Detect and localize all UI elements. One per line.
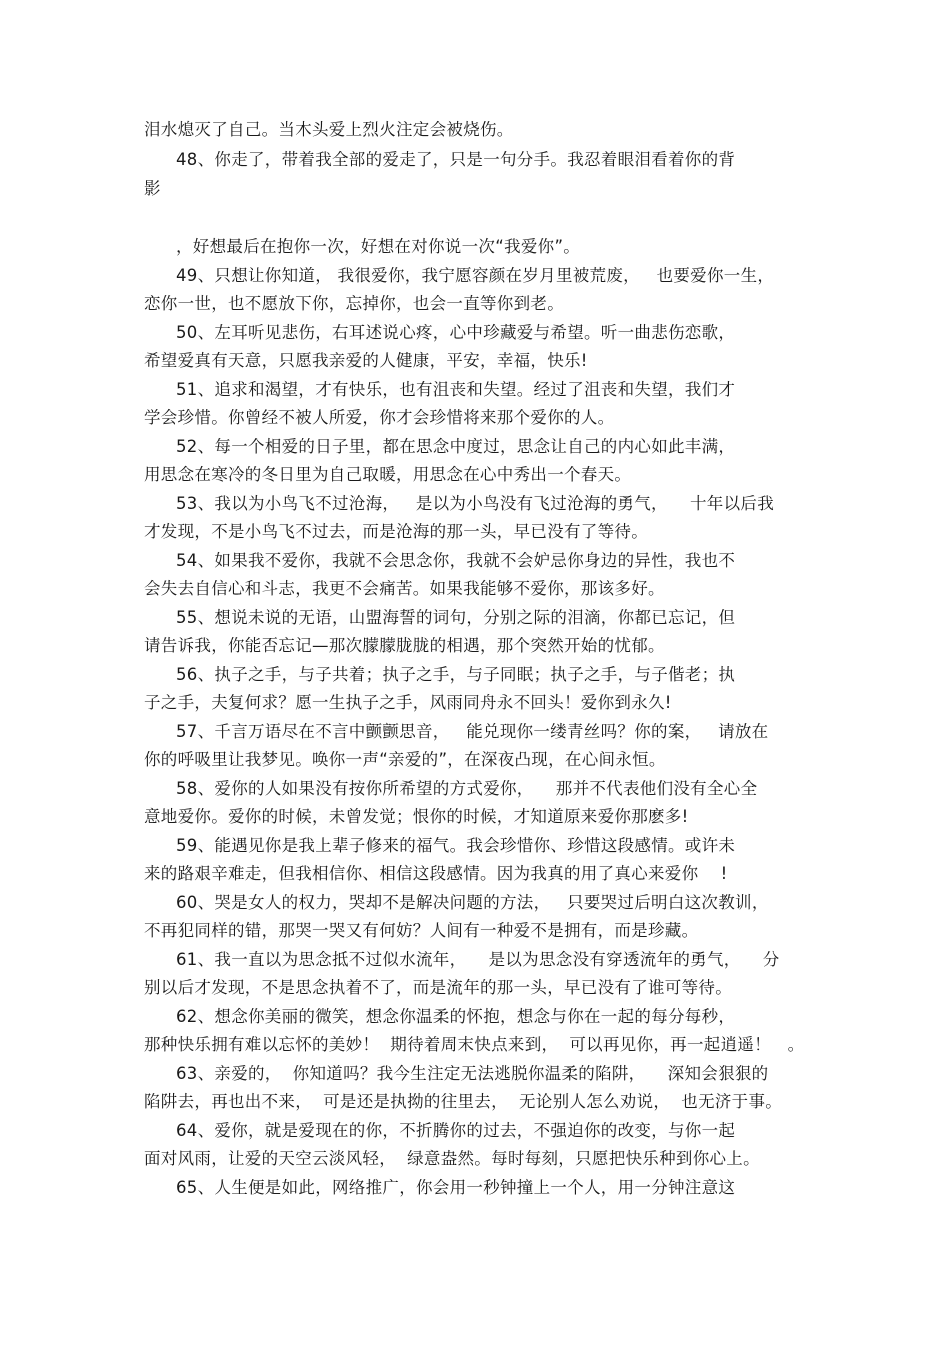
- text-line: 51、追求和渴望，才有快乐，也有沮丧和失望。经过了沮丧和失望，我们才: [176, 380, 736, 399]
- text-line: ，好想最后在抱你一次，好想在对你说一次“我爱你”。: [176, 237, 581, 256]
- text-line: 来的路艰辛难走，但我相信你、相信这段感情。因为我真的用了真心来爱你 !: [144, 864, 728, 883]
- text-line: 影: [144, 179, 161, 198]
- text-line: 60、哭是女人的权力，哭却不是解决问题的方法， 只要哭过后明白这次教训，: [176, 893, 769, 912]
- text-line: 泪水熄灭了自己。当木头爱上烈火注定会被烧伤。: [144, 120, 514, 139]
- text-line: 面对风雨，让爱的天空云淡风轻， 绿意盎然。每时每刻，只愿把快乐种到你心上。: [144, 1149, 760, 1168]
- text-line: 那种快乐拥有难以忘怀的美妙！ 期待着周末快点来到， 可以再见你，再一起逍遥！ 。: [144, 1035, 805, 1054]
- text-line: 你的呼吸里让我梦见。唤你一声“亲爱的”，在深夜凸现，在心间永恒。: [144, 750, 666, 769]
- text-line: 61、我一直以为思念抵不过似水流年， 是以为思念没有穿透流年的勇气， 分: [176, 950, 780, 969]
- text-line: 54、如果我不爱你，我就不会思念你，我就不会妒忌你身边的异性，我也不: [176, 551, 736, 570]
- text-line: 53、我以为小鸟飞不过沧海， 是以为小鸟没有飞过沧海的勇气， 十年以后我: [176, 494, 775, 513]
- text-line: 不再犯同样的错，那哭一哭又有何妨？人间有一种爱不是拥有，而是珍藏。: [144, 921, 699, 940]
- text-line: 64、爱你，就是爱现在的你，不折腾你的过去，不强迫你的改变，与你一起: [176, 1121, 736, 1140]
- text-line: 63、亲爱的， 你知道吗？我今生注定无法逃脱你温柔的陷阱， 深知会狠狠的: [176, 1064, 769, 1083]
- text-line: 请告诉我，你能否忘记—那次朦朦胧胧的相遇，那个突然开始的忧郁。: [144, 636, 665, 655]
- text-line: 65、人生便是如此，网络推广，你会用一秒钟撞上一个人，用一分钟注意这: [176, 1178, 736, 1197]
- text-line: 会失去自信心和斗志，我更不会痛苦。如果我能够不爱你，那该多好。: [144, 579, 665, 598]
- text-line: 希望爱真有天意，只愿我亲爱的人健康，平安，幸福，快乐!: [144, 351, 588, 370]
- text-line: 58、爱你的人如果没有按你所希望的方式爱你， 那并不代表他们没有全心全: [176, 779, 758, 798]
- text-line: 用思念在寒冷的冬日里为自己取暖，用思念在心中秀出一个春天。: [144, 465, 632, 484]
- text-line: 52、每一个相爱的日子里，都在思念中度过，思念让自己的内心如此丰满，: [176, 437, 736, 456]
- text-line: 49、只想让你知道， 我很爱你，我宁愿容颜在岁月里被荒废， 也要爱你一生，: [176, 266, 775, 285]
- text-line: 48、你走了，带着我全部的爱走了，只是一句分手。我忍着眼泪看着你的背: [176, 150, 736, 169]
- text-line: 56、执子之手，与子共着；执子之手，与子同眠；执子之手，与子偕老；执: [176, 665, 736, 684]
- text-line: 62、想念你美丽的微笑，想念你温柔的怀抱，想念与你在一起的每分每秒，: [176, 1007, 736, 1026]
- text-line: 55、想说未说的无语，山盟海誓的词句，分别之际的泪滴，你都已忘记，但: [176, 608, 736, 627]
- text-line: 意地爱你。爱你的时候，未曾发觉；恨你的时候，才知道原来爱你那麽多!: [144, 807, 689, 826]
- text-line: 恋你一世，也不愿放下你，忘掉你，也会一直等你到老。: [144, 294, 564, 313]
- text-line: 50、左耳听见悲伤，右耳述说心疼，心中珍藏爱与希望。听一曲悲伤恋歌，: [176, 323, 736, 342]
- text-line: 59、能遇见你是我上辈子修来的福气。我会珍惜你、珍惜这段感情。或许未: [176, 836, 736, 855]
- text-line: 学会珍惜。你曾经不被人所爱，你才会珍惜将来那个爱你的人。: [144, 408, 615, 427]
- text-line: 才发现，不是小鸟飞不过去，而是沧海的那一头，早已没有了等待。: [144, 522, 648, 541]
- text-line: 子之手，夫复何求？愿一生执子之手，风雨同舟永不回头！爱你到永久!: [144, 693, 672, 712]
- text-line: 陷阱去，再也出不来， 可是还是执拗的往里去， 无论别人怎么劝说， 也无济于事。: [144, 1092, 783, 1111]
- text-line: 别以后才发现，不是思念执着不了，而是流年的那一头，早已没有了谁可等待。: [144, 978, 732, 997]
- text-line: 57、千言万语尽在不言中颤颤思音， 能兑现你一缕青丝吗？你的案， 请放在: [176, 722, 769, 741]
